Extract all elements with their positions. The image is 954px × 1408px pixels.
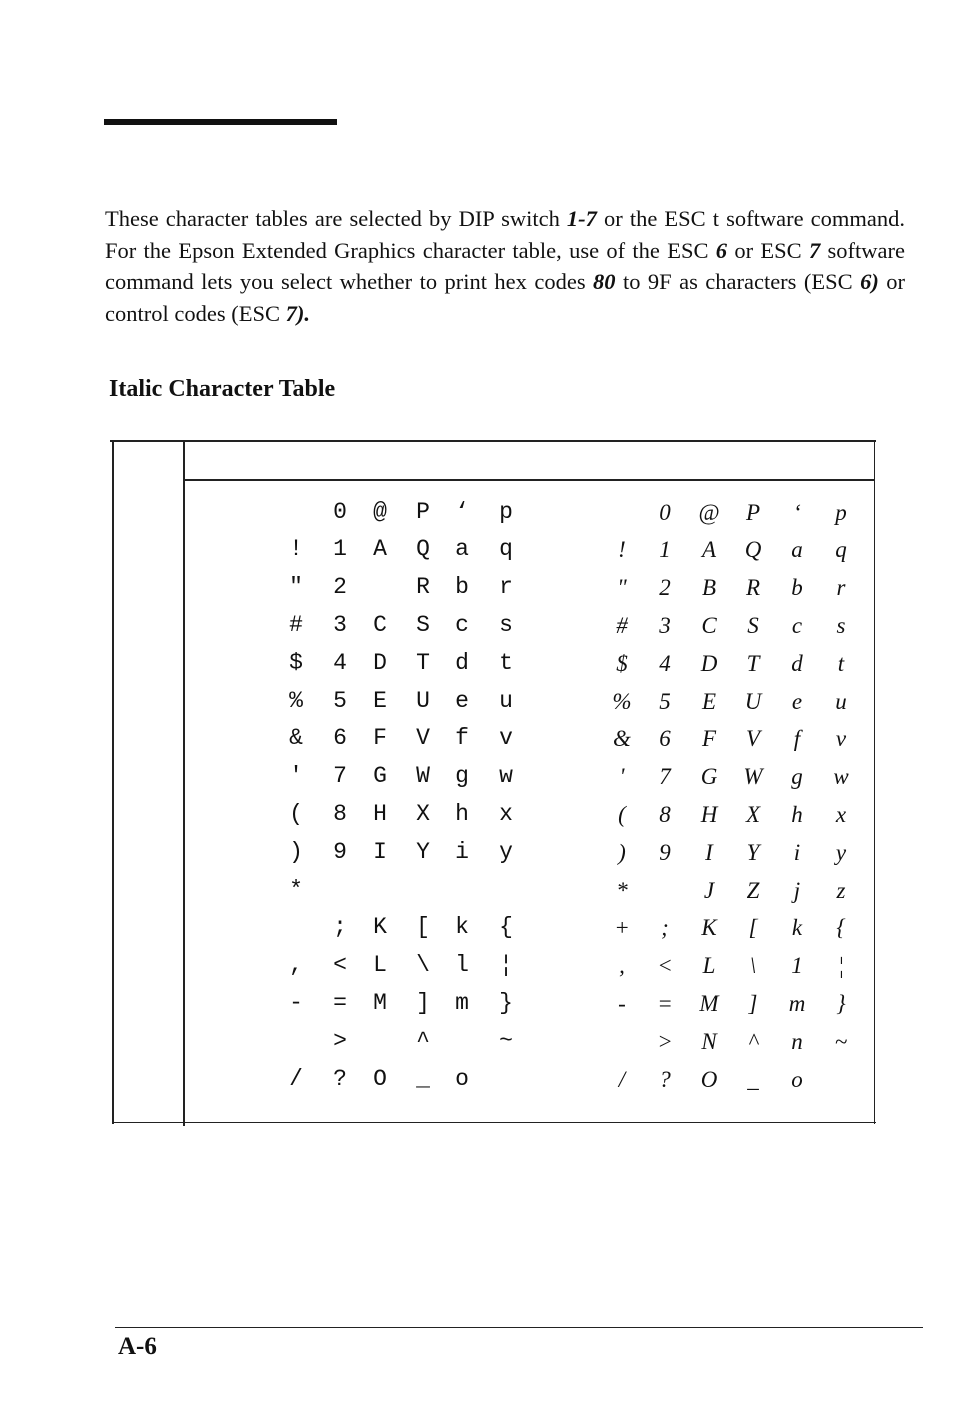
- italic-char-cell: w: [833, 764, 849, 790]
- roman-char-cell: {: [499, 914, 513, 941]
- roman-char-cell: -: [289, 989, 303, 1016]
- italic-char-cell: u: [835, 688, 847, 714]
- italic-char-cell: A: [701, 537, 717, 563]
- italic-char-cell: Y: [746, 839, 760, 865]
- italic-char-cell: a: [791, 537, 803, 563]
- italic-char-cell: G: [700, 764, 718, 790]
- roman-char-cell: d: [455, 649, 469, 676]
- italic-char-cell: 7: [659, 764, 671, 790]
- roman-char-cell: 6: [333, 725, 347, 752]
- roman-char-cell: [444, 872, 480, 908]
- italic-char-cell: n: [791, 1028, 803, 1054]
- italic-char-cell: E: [701, 688, 717, 714]
- top-rule: [104, 119, 337, 125]
- italic-char-cell: S: [747, 612, 759, 638]
- roman-char-cell: 0: [333, 498, 347, 525]
- italic-char-cell: x: [835, 801, 847, 827]
- table-title: Italic Character Table: [109, 376, 336, 402]
- roman-char-cell: A: [373, 536, 387, 563]
- italic-char-cell: 2: [659, 575, 671, 601]
- roman-char-cell: P: [416, 498, 430, 525]
- roman-char-cell: ;: [333, 914, 347, 941]
- roman-char-cell: G: [373, 763, 387, 790]
- roman-char-cell: u: [499, 687, 513, 714]
- roman-char-cell: @: [373, 498, 387, 525]
- roman-char-cell: %: [289, 687, 303, 714]
- italic-char-cell: <: [657, 953, 673, 979]
- italic-char-cell: [647, 872, 683, 908]
- italic-char-cell: v: [835, 726, 847, 752]
- italic-char-cell: =: [657, 990, 673, 1016]
- italic-char-cell: 1: [791, 953, 803, 979]
- italic-char-cell: }: [836, 990, 846, 1016]
- roman-char-cell: [405, 872, 441, 908]
- italic-char-cell: W: [743, 764, 763, 790]
- italic-char-cell: f: [793, 726, 801, 752]
- italic-char-cell: [823, 1061, 859, 1097]
- italic-char-cell: Z: [746, 877, 760, 903]
- roman-char-cell: [278, 1023, 314, 1059]
- italic-char-cell: ^: [748, 1028, 758, 1054]
- roman-char-cell: K: [373, 914, 387, 941]
- italic-char-cell: [604, 494, 640, 530]
- italic-char-cell: B: [701, 575, 717, 601]
- roman-char-cell: ': [289, 763, 303, 790]
- roman-char-cell: V: [416, 725, 430, 752]
- italic-char-cell: p: [835, 499, 847, 525]
- italic-char-cell: X: [745, 801, 761, 827]
- italic-char-cell: ': [619, 764, 625, 790]
- italic-char-cell: +: [614, 915, 630, 941]
- italic-char-cell: 3: [659, 612, 671, 638]
- roman-char-cell: O: [373, 1065, 387, 1092]
- roman-char-cell: [278, 494, 314, 530]
- italic-char-cell: [: [748, 915, 758, 941]
- italic-char-cell: {: [836, 915, 846, 941]
- table-bottom-border: [112, 1122, 876, 1123]
- roman-char-cell: i: [455, 838, 469, 865]
- roman-char-cell: w: [499, 763, 513, 790]
- italic-char-cell: 0: [659, 499, 671, 525]
- roman-char-cell: ): [289, 838, 303, 865]
- italic-char-cell: ]: [748, 990, 758, 1016]
- italic-char-cell: t: [837, 650, 845, 676]
- italic-char-cell: ~: [834, 1028, 848, 1054]
- roman-char-cell: o: [455, 1065, 469, 1092]
- table-column-divider: [183, 440, 185, 1126]
- italic-char-cell: C: [701, 612, 717, 638]
- table-header-divider: [185, 479, 874, 481]
- roman-char-cell: R: [416, 574, 430, 601]
- roman-char-cell: 1: [333, 536, 347, 563]
- italic-char-cell: R: [745, 575, 761, 601]
- roman-char-cell: a: [455, 536, 469, 563]
- italic-char-cell: @: [698, 499, 720, 525]
- italic-char-cell: r: [836, 575, 846, 601]
- italic-char-cell: D: [700, 650, 718, 676]
- roman-char-cell: s: [499, 611, 513, 638]
- roman-char-cell: }: [499, 989, 513, 1016]
- roman-char-cell: =: [333, 989, 347, 1016]
- italic-char-cell: N: [701, 1028, 717, 1054]
- italic-char-cell: k: [791, 915, 803, 941]
- roman-char-cell: !: [289, 536, 303, 563]
- roman-char-cell: g: [455, 763, 469, 790]
- roman-char-cell: [362, 1023, 398, 1059]
- roman-char-cell: m: [455, 989, 469, 1016]
- roman-char-cell: >: [333, 1027, 347, 1054]
- roman-char-cell: T: [416, 649, 430, 676]
- italic-char-cell: %: [612, 688, 632, 714]
- roman-char-cell: /: [289, 1065, 303, 1092]
- roman-char-cell: I: [373, 838, 387, 865]
- italic-char-cell: ?: [659, 1066, 671, 1092]
- roman-char-cell: $: [289, 649, 303, 676]
- italic-char-cell: 1: [659, 537, 671, 563]
- roman-char-cell: C: [373, 611, 387, 638]
- italic-char-cell: y: [835, 839, 847, 865]
- italic-char-cell: 9: [659, 839, 671, 865]
- roman-char-cell: F: [373, 725, 387, 752]
- italic-char-cell: ;: [661, 915, 669, 941]
- italic-char-cell: (: [618, 801, 626, 827]
- italic-char-cell: F: [701, 726, 717, 752]
- italic-char-cell: I: [705, 839, 713, 865]
- roman-char-cell: D: [373, 649, 387, 676]
- italic-char-cell: g: [791, 764, 803, 790]
- roman-char-cell: 2: [333, 574, 347, 601]
- italic-char-cell: -: [618, 990, 626, 1016]
- italic-char-cell: i: [793, 839, 801, 865]
- roman-char-cell: U: [416, 687, 430, 714]
- table-right-border: [874, 440, 875, 1124]
- italic-char-cell: V: [745, 726, 761, 752]
- roman-char-cell: l: [455, 952, 469, 979]
- roman-char-cell: 4: [333, 649, 347, 676]
- roman-char-cell: S: [416, 611, 430, 638]
- roman-char-cell: *: [289, 876, 303, 903]
- italic-char-cell: /: [618, 1066, 626, 1092]
- italic-char-cell: z: [836, 877, 846, 903]
- roman-char-cell: t: [499, 649, 513, 676]
- roman-char-cell: x: [499, 800, 513, 827]
- roman-char-cell: 5: [333, 687, 347, 714]
- roman-char-cell: ¦: [499, 952, 513, 979]
- roman-char-cell: 3: [333, 611, 347, 638]
- table-top-border: [110, 440, 876, 442]
- roman-char-cell: <: [333, 952, 347, 979]
- italic-char-cell: O: [700, 1066, 718, 1092]
- roman-char-cell: e: [455, 687, 469, 714]
- italic-char-cell: 6: [659, 726, 671, 752]
- roman-char-cell: Q: [416, 536, 430, 563]
- roman-char-cell: ?: [333, 1065, 347, 1092]
- italic-char-cell: H: [700, 801, 718, 827]
- italic-char-cell: !: [618, 537, 626, 563]
- italic-char-cell: h: [791, 801, 803, 827]
- italic-char-cell: ¦: [837, 953, 845, 979]
- italic-char-cell: K: [701, 915, 717, 941]
- roman-char-cell: W: [416, 763, 430, 790]
- roman-char-cell: L: [373, 952, 387, 979]
- italic-char-cell: o: [791, 1066, 803, 1092]
- italic-char-cell: ,: [619, 953, 625, 979]
- italic-char-cell: b: [791, 575, 803, 601]
- roman-char-cell: c: [455, 611, 469, 638]
- roman-char-cell: y: [499, 838, 513, 865]
- roman-char-cell: h: [455, 800, 469, 827]
- italic-char-cell: J: [703, 877, 715, 903]
- roman-char-cell: H: [373, 800, 387, 827]
- roman-char-cell: 8: [333, 800, 347, 827]
- roman-char-cell: q: [499, 536, 513, 563]
- italic-char-cell: 8: [659, 801, 671, 827]
- roman-char-cell: p: [499, 498, 513, 525]
- italic-char-cell: 5: [659, 688, 671, 714]
- roman-char-cell: ]: [416, 989, 430, 1016]
- italic-char-cell: $: [616, 650, 628, 676]
- italic-char-cell: e: [791, 688, 803, 714]
- table-left-border: [112, 440, 114, 1124]
- italic-char-cell: _: [747, 1066, 759, 1092]
- footer-rule: [115, 1327, 923, 1328]
- roman-char-cell: (: [289, 800, 303, 827]
- italic-char-cell: M: [699, 990, 719, 1016]
- italic-char-cell: T: [746, 650, 760, 676]
- roman-char-cell: _: [416, 1065, 430, 1092]
- italic-char-cell: &: [613, 726, 631, 752]
- italic-char-cell: P: [745, 499, 761, 525]
- roman-char-cell: E: [373, 687, 387, 714]
- italic-char-cell: c: [791, 612, 803, 638]
- italic-char-cell: q: [835, 537, 847, 563]
- italic-char-cell: U: [744, 688, 762, 714]
- italic-char-cell: j: [793, 877, 801, 903]
- roman-char-cell: 9: [333, 838, 347, 865]
- italic-char-cell: s: [836, 612, 846, 638]
- roman-char-cell: X: [416, 800, 430, 827]
- roman-char-cell: M: [373, 989, 387, 1016]
- intro-paragraph: These character tables are selected by DIP switch 1-7 or the ESC t software command. For the Epson Extended Graphics character table, use of the ESC 6 or ESC 7 software command lets you select whether to print hex codes 80 to 9F as characters (ESC 6) or control codes (ESC 7).: [105, 206, 906, 326]
- italic-char-cell: Q: [744, 537, 762, 563]
- roman-char-cell: Y: [416, 838, 430, 865]
- roman-char-cell: [362, 570, 398, 606]
- roman-char-cell: [488, 1061, 524, 1097]
- roman-char-cell: [322, 872, 358, 908]
- roman-char-cell: r: [499, 574, 513, 601]
- italic-char-cell: L: [702, 953, 716, 979]
- roman-char-cell: ‘: [455, 498, 469, 525]
- roman-char-cell: [444, 1023, 480, 1059]
- italic-char-cell: d: [791, 650, 803, 676]
- roman-char-cell: [: [416, 914, 430, 941]
- italic-char-cell: ‘: [793, 499, 801, 525]
- page-number: A-6: [118, 1333, 157, 1360]
- italic-char-cell: *: [616, 877, 628, 903]
- roman-char-cell: \: [416, 952, 430, 979]
- italic-char-cell: ): [618, 839, 626, 865]
- italic-char-cell: \: [749, 953, 757, 979]
- roman-char-cell: [362, 872, 398, 908]
- italic-char-cell: 4: [659, 650, 671, 676]
- italic-char-cell: #: [616, 612, 628, 638]
- roman-char-cell: f: [455, 725, 469, 752]
- roman-char-cell: 7: [333, 763, 347, 790]
- italic-char-cell: [604, 1023, 640, 1059]
- roman-char-cell: ~: [499, 1027, 513, 1054]
- roman-char-cell: ^: [416, 1027, 430, 1054]
- roman-char-cell: &: [289, 725, 303, 752]
- roman-char-cell: k: [455, 914, 469, 941]
- roman-char-cell: ": [289, 574, 303, 601]
- roman-char-cell: [278, 910, 314, 946]
- roman-char-cell: v: [499, 725, 513, 752]
- italic-char-cell: ": [617, 575, 627, 601]
- roman-char-cell: [488, 872, 524, 908]
- roman-char-cell: b: [455, 574, 469, 601]
- italic-char-cell: >: [657, 1028, 673, 1054]
- roman-char-cell: #: [289, 611, 303, 638]
- roman-char-cell: ,: [289, 952, 303, 979]
- italic-char-cell: m: [788, 990, 806, 1016]
